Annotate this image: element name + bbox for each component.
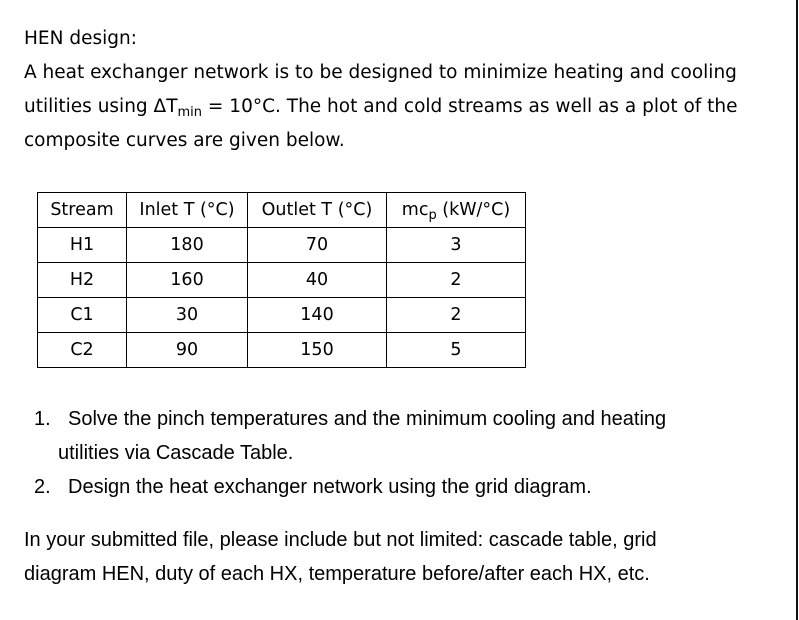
cell-mcp: 2 [387,298,526,333]
cell-outlet: 140 [248,298,387,333]
note-line-2: diagram HEN, duty of each HX, temperature before/after each HX, etc. [24,563,650,585]
table-row [38,298,526,333]
cell-inlet: 160 [127,263,248,298]
cell-inlet: 30 [127,298,248,333]
task-item-1 [24,402,764,436]
table-row [38,333,526,368]
heading: HEN design: [24,28,137,49]
cell-stream: H2 [38,263,127,298]
task-item-2 [24,470,764,504]
submission-note [24,523,764,591]
problem-intro [24,22,764,158]
header-mcp [387,193,526,228]
header-stream: Stream [38,193,127,228]
cell-outlet: 40 [248,263,387,298]
header-mcp-subscript: p [428,208,437,223]
right-border [796,0,798,620]
cell-stream: C1 [38,298,127,333]
intro-line-2 [24,90,764,124]
cell-outlet: 150 [248,333,387,368]
table-row [38,228,526,263]
header-inlet-t: Inlet T (°C) [127,193,248,228]
cell-stream: C2 [38,333,127,368]
cell-mcp: 2 [387,263,526,298]
task-item-1-continued [24,436,764,470]
task-list [24,402,764,504]
cell-mcp: 5 [387,333,526,368]
task-text-continued: utilities via Cascade Table. [58,442,294,464]
intro-line-1: A heat exchanger network is to be designed to minimize heating and cooling [24,62,737,83]
task-number: 1. [34,408,51,430]
cell-outlet: 70 [248,228,387,263]
cell-mcp: 3 [387,228,526,263]
table-header-row [38,193,526,228]
delta-t-subscript: min [177,105,203,120]
header-mcp-main: mc [401,200,429,220]
intro-line-2-start: utilities using ΔT [24,96,178,117]
cell-inlet: 180 [127,228,248,263]
note-line-1: In your submitted file, please include but not limited: cascade table, grid [24,529,657,551]
cell-inlet: 90 [127,333,248,368]
task-text: Solve the pinch temperatures and the minimum cooling and heating [68,408,667,430]
header-outlet-t: Outlet T (°C) [248,193,387,228]
header-mcp-unit: (kW/°C) [436,200,511,220]
intro-line-3: composite curves are given below. [24,130,345,151]
task-number: 2. [34,476,51,498]
table-row [38,263,526,298]
cell-stream: H1 [38,228,127,263]
intro-line-2-end: = 10°C. The hot and cold streams as well as a plot of the [202,96,738,117]
task-text: Design the heat exchanger network using the grid diagram. [68,476,592,498]
stream-table [37,192,526,368]
